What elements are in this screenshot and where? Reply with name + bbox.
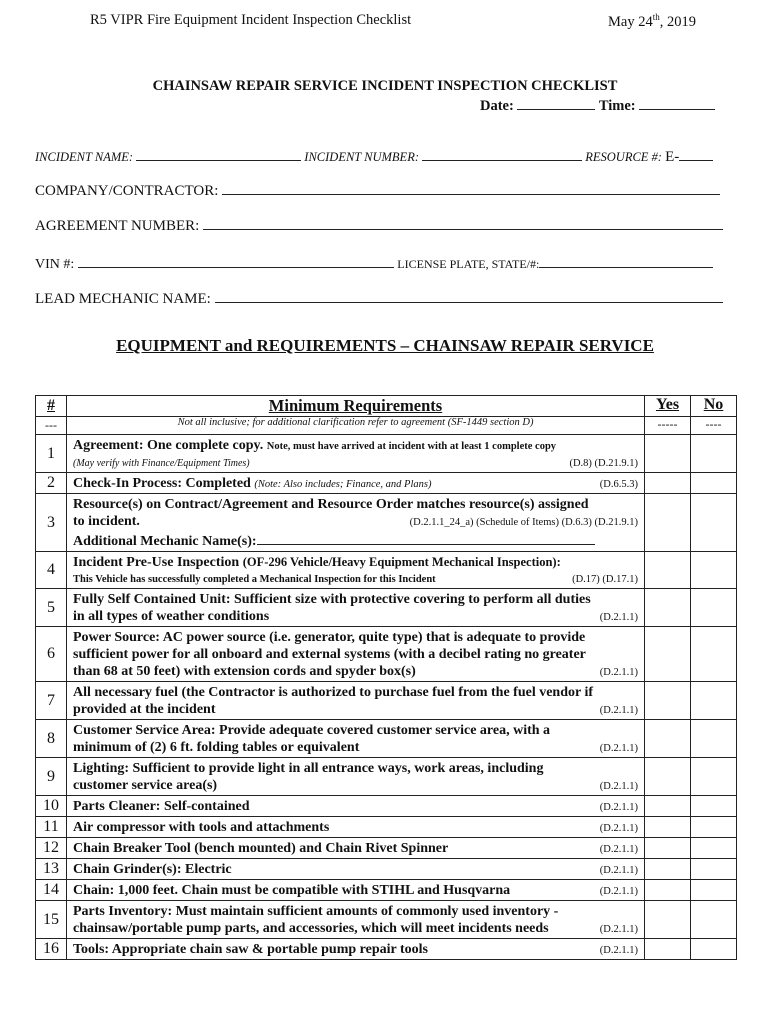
no-checkbox[interactable] [691, 473, 737, 494]
table-row [36, 627, 737, 682]
requirement-cell: Fully Self Contained Unit: Sufficient size with protective covering to perform all duties in all types of weather conditions (D.2.1.1) [67, 589, 645, 627]
row-number: 1 [36, 435, 67, 473]
no-checkbox[interactable] [691, 838, 737, 859]
table-row [36, 880, 737, 901]
requirement-cell: Lighting: Sufficient to provide light in all entrance ways, work areas, including customer service area(s) (D.2.1.1) [67, 758, 645, 796]
yes-checkbox[interactable] [645, 838, 691, 859]
row-number: 4 [36, 552, 67, 589]
row-number: 8 [36, 720, 67, 758]
requirement-cell: Parts Inventory: Must maintain sufficient amounts of commonly used inventory - chainsaw/portable pump parts, and accessories, which will meet incidents needs (D.2.1.1) [67, 901, 645, 939]
date-field[interactable] [517, 95, 595, 110]
incident-number-field[interactable] [422, 146, 582, 161]
yes-checkbox[interactable] [645, 859, 691, 880]
yes-checkbox[interactable] [645, 758, 691, 796]
no-checkbox[interactable] [691, 589, 737, 627]
row-number: 15 [36, 901, 67, 939]
subheader-no-dashes: ---- [691, 417, 737, 435]
no-checkbox[interactable] [691, 901, 737, 939]
row-number: 2 [36, 473, 67, 494]
table-row [36, 859, 737, 880]
requirements-table [35, 395, 737, 960]
lead-mechanic-line: LEAD MECHANIC NAME: [35, 288, 723, 308]
row-number: 14 [36, 880, 67, 901]
table-header-row [36, 396, 737, 417]
subheader-note: Not all inclusive; for additional clarification refer to agreement (SF-1449 section D) [67, 417, 645, 435]
no-checkbox[interactable] [691, 796, 737, 817]
row-number: 3 [36, 494, 67, 552]
agreement-line: AGREEMENT NUMBER: [35, 215, 723, 235]
table-row [36, 758, 737, 796]
no-checkbox[interactable] [691, 758, 737, 796]
row-number: 11 [36, 817, 67, 838]
requirement-cell: All necessary fuel (the Contractor is authorized to purchase fuel from the fuel vendor if provided at the incident (D.2.1.1) [67, 682, 645, 720]
additional-mechanic-field[interactable] [257, 531, 595, 545]
table-row [36, 817, 737, 838]
no-checkbox[interactable] [691, 880, 737, 901]
col-yes-header: Yes [645, 396, 691, 417]
table-row [36, 682, 737, 720]
requirement-cell: Incident Pre-Use Inspection (OF-296 Vehicle/Heavy Equipment Mechanical Inspection): This Vehicle has successfully completed a Mechanical Inspection for this Incident (D.17) (D.17.1) [67, 552, 645, 589]
col-number-header: # [36, 396, 67, 417]
document-header-date: May 24th, 2019 [608, 12, 696, 30]
requirement-cell: Customer Service Area: Provide adequate covered customer service area, with a minimum of (2) 6 ft. folding tables or equivalent (D.2.1.1) [67, 720, 645, 758]
requirement-cell: Check-In Process: Completed (Note: Also includes; Finance, and Plans) (D.6.5.3) [67, 473, 645, 494]
table-row [36, 939, 737, 960]
table-row [36, 473, 737, 494]
table-row [36, 552, 737, 589]
yes-checkbox[interactable] [645, 939, 691, 960]
table-subheader-row [36, 417, 737, 435]
col-no-header: No [691, 396, 737, 417]
page-title: CHAINSAW REPAIR SERVICE INCIDENT INSPECTION CHECKLIST [152, 78, 618, 94]
row-number: 6 [36, 627, 67, 682]
table-row [36, 720, 737, 758]
requirement-cell: Chain: 1,000 feet. Chain must be compatible with STIHL and Husqvarna (D.2.1.1) [67, 880, 645, 901]
requirement-cell: Tools: Appropriate chain saw & portable pump repair tools (D.2.1.1) [67, 939, 645, 960]
resource-field[interactable] [679, 146, 713, 161]
company-line: COMPANY/CONTRACTOR: [35, 180, 720, 200]
license-plate-field[interactable] [539, 253, 713, 268]
no-checkbox[interactable] [691, 720, 737, 758]
yes-checkbox[interactable] [645, 552, 691, 589]
table-row [36, 901, 737, 939]
yes-checkbox[interactable] [645, 880, 691, 901]
vin-field[interactable] [78, 253, 394, 268]
yes-checkbox[interactable] [645, 682, 691, 720]
no-checkbox[interactable] [691, 552, 737, 589]
yes-checkbox[interactable] [645, 627, 691, 682]
yes-checkbox[interactable] [645, 796, 691, 817]
section-title: EQUIPMENT and REQUIREMENTS – CHAINSAW REPAIR SERVICE [116, 336, 654, 355]
row-number: 10 [36, 796, 67, 817]
row-number: 13 [36, 859, 67, 880]
requirement-cell: Resource(s) on Contract/Agreement and Resource Order matches resource(s) assigned to incident. (D.2.1.1_24_a) (Schedule of Items) (D.6.3) (D.21.9.1) Additional Mechanic Name(s): [67, 494, 645, 552]
yes-checkbox[interactable] [645, 589, 691, 627]
no-checkbox[interactable] [691, 682, 737, 720]
no-checkbox[interactable] [691, 939, 737, 960]
yes-checkbox[interactable] [645, 473, 691, 494]
no-checkbox[interactable] [691, 435, 737, 473]
row-number: 16 [36, 939, 67, 960]
date-time-line: Date: Time: [480, 95, 715, 115]
time-field[interactable] [639, 95, 715, 110]
requirement-cell: Air compressor with tools and attachments (D.2.1.1) [67, 817, 645, 838]
company-field[interactable] [222, 180, 720, 195]
vin-line: VIN #: LICENSE PLATE, STATE/#: [35, 253, 713, 273]
col-requirements-header: Minimum Requirements [67, 396, 645, 417]
lead-mechanic-field[interactable] [215, 288, 723, 303]
requirement-cell: Chain Grinder(s): Electric (D.2.1.1) [67, 859, 645, 880]
yes-checkbox[interactable] [645, 901, 691, 939]
table-row [36, 435, 737, 473]
no-checkbox[interactable] [691, 817, 737, 838]
row-number: 9 [36, 758, 67, 796]
table-row [36, 796, 737, 817]
subheader-yes-dashes: ----- [645, 417, 691, 435]
incident-line: INCIDENT NAME: INCIDENT NUMBER: RESOURCE #: E- [35, 146, 713, 166]
requirement-cell: Chain Breaker Tool (bench mounted) and Chain Rivet Spinner (D.2.1.1) [67, 838, 645, 859]
no-checkbox[interactable] [691, 859, 737, 880]
table-row [36, 589, 737, 627]
table-row [36, 838, 737, 859]
incident-name-field[interactable] [136, 146, 301, 161]
subheader-dashes: --- [36, 417, 67, 435]
yes-checkbox[interactable] [645, 435, 691, 473]
row-number: 12 [36, 838, 67, 859]
requirement-cell: Agreement: One complete copy. Note, must have arrived at incident with at least 1 complete copy (May verify with Finance/Equipment Times) (D.8) (D.21.9.1) [67, 435, 645, 473]
yes-checkbox[interactable] [645, 817, 691, 838]
yes-checkbox[interactable] [645, 720, 691, 758]
row-number: 5 [36, 589, 67, 627]
requirement-cell: Parts Cleaner: Self-contained (D.2.1.1) [67, 796, 645, 817]
document-header-title: R5 VIPR Fire Equipment Incident Inspection Checklist [90, 12, 412, 28]
requirement-cell: Power Source: AC power source (i.e. generator, quite type) that is adequate to provide sufficient power for all onboard and external systems (with a decibel rating no greater than 68 at 50 feet) with extension cords and spyder box(s) (D.2.1.1) [67, 627, 645, 682]
yes-checkbox[interactable] [645, 494, 691, 552]
agreement-field[interactable] [203, 215, 723, 230]
no-checkbox[interactable] [691, 627, 737, 682]
row-number: 7 [36, 682, 67, 720]
no-checkbox[interactable] [691, 494, 737, 552]
table-row [36, 494, 737, 552]
